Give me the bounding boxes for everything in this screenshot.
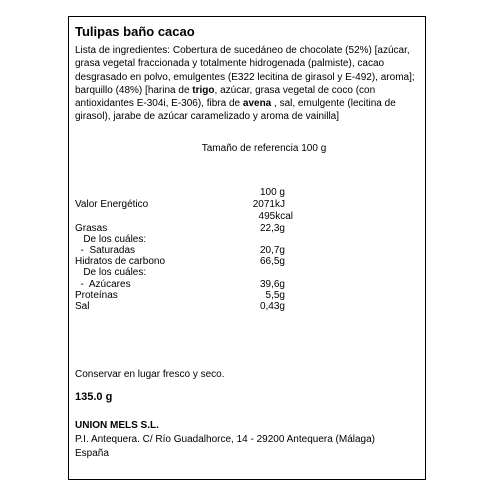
allergen-oats: avena [242,98,272,110]
nutrition-row-label: Sal [75,301,90,312]
nutrition-row-value: 0,43g [259,301,285,312]
ingredients-text-1: Lista de ingredientes: Cobertura de sucedáneo de chocolate (52%) [azúcar, grasa vegetal fraccionada y totalmente hidrogenada (palmiste), cacao desgrasado en polvo, emulgentes (E322 lecitina de girasol y E-492), aroma]; barquillo (48%) [harina de [75,45,415,96]
nutrition-row-label: Valor Energético [75,199,149,210]
allergen-wheat: trigo [192,84,215,96]
nutrition-row-label: Grasas [75,223,108,234]
ingredients-text-3: , sal, emulgente (lecitina de girasol), jarabe de azúcar caramelizado y aroma de vainilla] [75,98,396,123]
nutrition-row-value: 39,6g [259,279,285,290]
nutrition-row-value: 66,5g [259,256,285,267]
product-label [68,16,426,480]
company-address: P.I. Antequera. C/ Río Guadalhorce, 14 - 29200 Antequera (Málaga) [75,434,376,445]
nutrition-row-label: De los cuáles: [75,267,147,278]
ingredients-text-2: , azúcar, grasa vegetal de coco (con antioxidantes E-304i, E-306), fibra de [75,84,376,110]
net-weight: 135.0 g [75,391,113,403]
nutrition-row-label: - Azúcares [75,279,131,290]
reference-size: Tamaño de referencia 100 g [201,143,327,154]
nutrition-row-label: Hidratos de carbono [75,256,166,267]
nutrition-row-value: 20,7g [259,245,285,256]
nutrition-row-value: 5,5g [265,290,285,301]
product-title: Tulipas baño cacao [75,24,195,39]
nutrition-row-label: De los cuáles: [75,234,147,245]
nutrition-row-value: 2071kJ [252,199,285,210]
nutrition-row-value: 22,3g [259,223,285,234]
storage-instructions: Conservar en lugar fresco y seco. [75,369,225,380]
nutrition-per-label: 100 g [259,187,285,198]
nutrition-row-label: - Saturadas [75,245,136,256]
nutrition-row-label: Proteínas [75,290,118,301]
nutrition-row-value: 495kcal [258,211,293,222]
ingredients-list [75,44,421,124]
company-name: UNION MELS S.L. [75,420,159,431]
company-country: España [75,448,109,459]
